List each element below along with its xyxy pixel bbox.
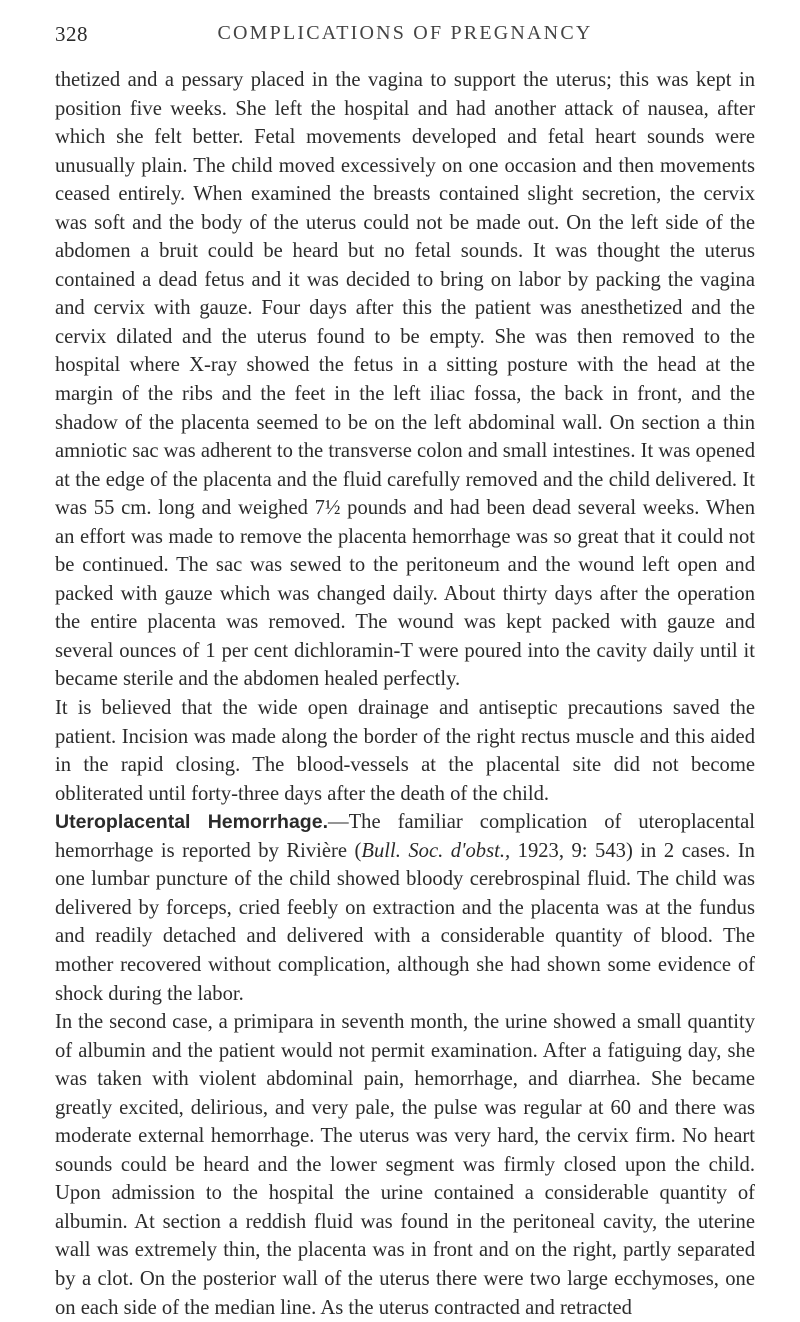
paragraph-second-case: In the second case, a primipara in seventh month, the urine showed a small quantity of albumin and the patient would not permit examination. After a fatiguing day, she was taken with violent abdominal pain, hemorrhage, and diarrhea. She became greatly excited, delirious, and very pale, the pulse was regular at 60 and there was moderate external hemorrhage. The uterus was very hard, the cervix firm. No heart sounds could be heard and the lower segment was firmly closed upon the child. Upon admission to the hospital the urine contained a considerable quantity of albumin. At section a reddish fluid was found in the peritoneal cavity, the uterine wall was extremely thin, the placenta was in front and on the right, partly separated by a clot. On the posterior wall of the uterus there were two large ecchymoses, one on each side of the median line. As the uterus contracted and retracted [55,1011,755,1319]
page-header [55,22,755,56]
paragraph-continued-case: thetized and a pessary placed in the vagina to support the uterus; this was kept in position five weeks. She left the hospital and had another attack of nausea, after which she felt better. Fetal movements developed and fetal heart sounds were unusually plain. The child moved excessively on one occasion and then movements ceased entirely. When examined the breasts contained slight secretion, the cervix was soft and the body of the uterus could not be made out. On the left side of the abdomen a bruit could be heard but no fetal sounds. It was thought the uterus contained a dead fetus and it was decided to bring on labor by packing the vagina and cervix with gauze. Four days after this the patient was anesthetized and the cervix dilated and the uterus found to be empty. She was then removed to the hospital where X-ray showed the fetus in a sitting posture with the head at the margin of the ribs and the feet in the left iliac fossa, the back in front, and the shadow of the placenta seemed to be on the left abdominal wall. On section a thin amniotic sac was adherent to the transverse colon and small intestines. It was opened at the edge of the placenta and the fluid carefully removed and the child delivered. It was 55 cm. long and weighed 7½ pounds and had been dead several weeks. When an effort was made to remove the placenta hemorrhage was so great that it could not be continued. The sac was sewed to the peritoneum and the wound left open and packed with gauze which was changed daily. About thirty days after the operation the entire placenta was removed. The wound was kept packed with gauze and several ounces of 1 per cent dichloramin-T were poured into the cavity daily until it became sterile and the abdomen healed perfectly. [55,69,755,691]
book-page [55,22,755,1322]
paragraph-text: —The familiar complication of uteroplacental hemorrhage is reported by Rivière ( [55,811,756,862]
paragraph-uteroplacental-hemorrhage [55,808,755,1008]
paragraph-drainage-note: It is believed that the wide open drainage and antiseptic precautions saved the patient. Incision was made along the border of the right rectus muscle and this aided in the rapid closing. The blood-vessels at the placental site did not become obliterated until forty-three days after the death of the child. [55,697,755,805]
page-number: 328 [55,22,88,46]
paragraph-text: 1923, 9: 543) in 2 cases. In one lumbar puncture of the child showed bloody cerebrospinal fluid. The child was delivered by forceps, cried feebly on extraction and the placenta was at the fundus and readily detached and delivered with a considerable quantity of blood. The mother recovered without complication, although she had shown some evidence of shock during the labor. [55,839,755,1005]
journal-citation: Bull. Soc. d'obst., [361,839,511,862]
section-heading: Uteroplacental Hemorrhage. [55,811,328,834]
running-head: COMPLICATIONS OF PREGNANCY [217,22,593,44]
